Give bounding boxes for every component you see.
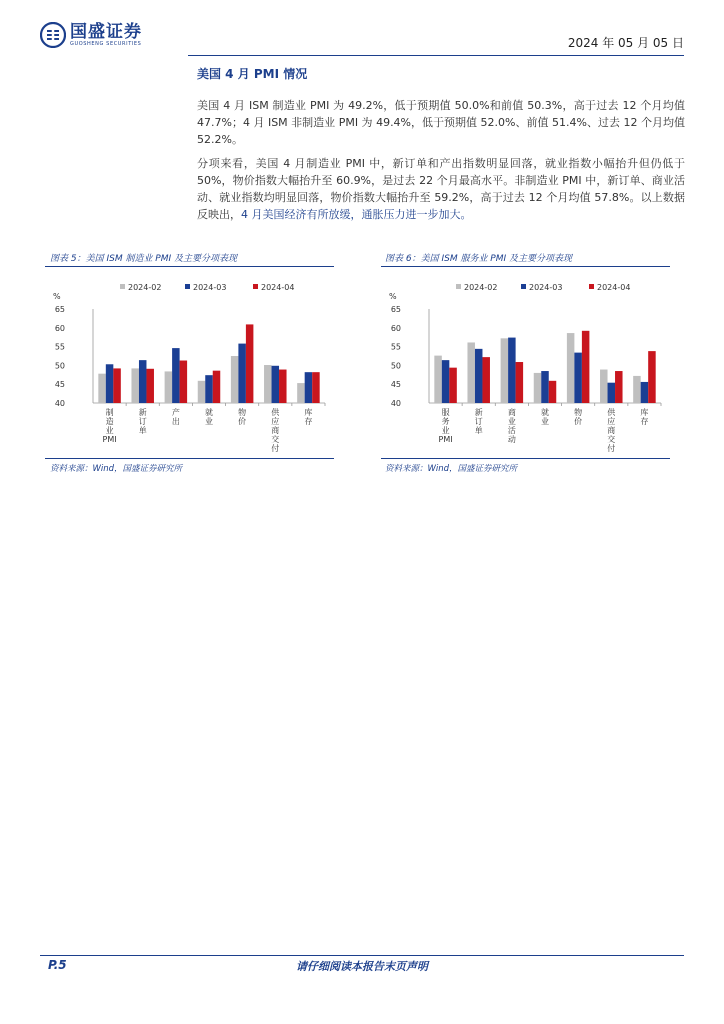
bar-2024-04 bbox=[246, 324, 254, 403]
bar-2024-04 bbox=[279, 370, 287, 403]
legend-swatch bbox=[120, 284, 125, 289]
bar-2024-02 bbox=[467, 342, 475, 403]
figure-6-top-rule bbox=[381, 266, 670, 267]
bar-2024-04 bbox=[582, 331, 590, 403]
x-tick-label: 物价 bbox=[574, 408, 583, 426]
x-tick-label: 就业 bbox=[541, 408, 549, 426]
bar-2024-02 bbox=[165, 371, 173, 403]
bar-2024-02 bbox=[501, 338, 509, 403]
bar-2024-04 bbox=[648, 351, 656, 403]
legend-label: 2024-03 bbox=[529, 283, 563, 292]
legend-label: 2024-02 bbox=[464, 283, 498, 292]
y-tick-label: 60 bbox=[390, 323, 401, 333]
bar-2024-03 bbox=[541, 371, 549, 403]
y-axis-unit: % bbox=[389, 292, 397, 301]
legend-label: 2024-04 bbox=[597, 283, 631, 292]
bar-2024-03 bbox=[442, 360, 449, 403]
x-tick-label: 产出 bbox=[171, 408, 180, 426]
bar-2024-04 bbox=[615, 371, 623, 403]
x-tick-label: 库存 bbox=[640, 408, 649, 426]
y-axis-unit: % bbox=[53, 292, 61, 301]
bar-2024-02 bbox=[567, 333, 575, 403]
y-tick-label: 40 bbox=[54, 399, 65, 408]
bar-2024-03 bbox=[641, 382, 649, 403]
company-logo bbox=[40, 22, 142, 48]
x-tick-label: 就业 bbox=[205, 408, 213, 426]
bar-2024-04 bbox=[113, 368, 121, 403]
bar-2024-04 bbox=[146, 369, 154, 403]
x-tick-label: 物价 bbox=[238, 408, 247, 426]
paragraph-2 bbox=[197, 155, 685, 223]
bar-2024-02 bbox=[198, 381, 206, 403]
figure-5-title: 图表 5：美国 ISM 制造业 PMI 及主要分项表现 bbox=[50, 254, 238, 264]
y-tick-label: 65 bbox=[390, 305, 401, 314]
bar-2024-02 bbox=[600, 370, 608, 403]
x-tick-label: 供应商交付 bbox=[607, 408, 616, 453]
bar-2024-04 bbox=[516, 362, 524, 403]
bar-2024-03 bbox=[172, 348, 180, 403]
y-tick-label: 65 bbox=[54, 305, 65, 314]
bar-2024-02 bbox=[434, 356, 442, 403]
figure-6-chart bbox=[381, 272, 670, 456]
y-tick-label: 40 bbox=[390, 399, 401, 408]
y-tick-label: 45 bbox=[390, 380, 401, 390]
bar-2024-02 bbox=[264, 365, 272, 403]
x-tick-label: 新订单 bbox=[474, 408, 483, 435]
x-tick-label: 服务业 PMI bbox=[438, 408, 453, 444]
legend-swatch bbox=[521, 284, 526, 289]
x-tick-label: 库存 bbox=[304, 408, 313, 426]
page-header bbox=[0, 0, 724, 60]
legend-swatch bbox=[185, 284, 190, 289]
figure-6-bottom-rule bbox=[381, 458, 670, 459]
bar-2024-03 bbox=[608, 383, 616, 403]
figure-5-bottom-rule bbox=[45, 458, 334, 459]
bar-2024-02 bbox=[231, 356, 239, 403]
y-tick-label: 50 bbox=[390, 361, 401, 371]
bar-2024-02 bbox=[131, 368, 139, 403]
legend-swatch bbox=[253, 284, 258, 289]
bar-2024-03 bbox=[272, 366, 280, 403]
bar-2024-02 bbox=[98, 374, 106, 403]
bar-2024-03 bbox=[475, 349, 483, 403]
figure-5-top-rule bbox=[45, 266, 334, 267]
legend-label: 2024-02 bbox=[128, 283, 162, 292]
page-number: P.5 bbox=[48, 958, 67, 972]
legend-swatch bbox=[456, 284, 461, 289]
x-tick-label: 新订单 bbox=[138, 408, 147, 435]
guosheng-logo-icon bbox=[40, 22, 66, 48]
y-tick-label: 45 bbox=[54, 380, 65, 390]
header-divider bbox=[188, 55, 684, 56]
logo-text-en: GUOSHENG SECURITIES bbox=[70, 40, 142, 47]
bar-2024-04 bbox=[449, 368, 457, 403]
figure-6-title: 图表 6：美国 ISM 服务业 PMI 及主要分项表现 bbox=[385, 254, 573, 264]
figure-5-source: 资料来源：Wind，国盛证券研究所 bbox=[50, 464, 183, 474]
bar-2024-02 bbox=[633, 376, 641, 403]
legend-label: 2024-03 bbox=[193, 283, 227, 292]
paragraph-2-text: 分项来看，美国 4 月制造业 PMI 中，新订单和产出指数明显回落，就业指数小幅抬升但仍低于 50%，物价指数大幅抬升至 60.9%，是过去 22 个月最高水平。非制造业 PMI 中，新订单、商业活动、就业指数均明显回落，物价指数大幅抬升至 59.2%，高于过去 12 个月均值 57.8%。以上数据反映出， bbox=[197, 157, 685, 221]
bar-2024-03 bbox=[106, 364, 114, 403]
bar-2024-03 bbox=[238, 344, 246, 403]
paragraph-1: 美国 4 月 ISM 制造业 PMI 为 49.2%，低于预期值 50.0%和前值 50.3%，高于过去 12 个月均值 47.7%；4 月 ISM 非制造业 PMI 为 49.4%，低于预期值 52.0%、前值 51.4%、过去 12 个月均值 52.2%。 bbox=[197, 99, 685, 146]
legend-swatch bbox=[589, 284, 594, 289]
x-tick-label: 制造业 PMI bbox=[102, 408, 117, 444]
bar-2024-04 bbox=[549, 381, 557, 403]
figure-5-chart bbox=[45, 272, 334, 456]
legend-label: 2024-04 bbox=[261, 283, 295, 292]
bar-2024-03 bbox=[508, 338, 516, 403]
bar-2024-04 bbox=[213, 371, 221, 403]
y-tick-label: 55 bbox=[54, 342, 65, 352]
y-tick-label: 60 bbox=[54, 323, 65, 333]
bar-2024-02 bbox=[534, 373, 542, 403]
y-tick-label: 55 bbox=[390, 342, 401, 352]
x-tick-label: 供应商交付 bbox=[271, 408, 280, 453]
bar-2024-04 bbox=[180, 361, 188, 403]
y-tick-label: 50 bbox=[54, 361, 65, 371]
bar-2024-03 bbox=[305, 372, 313, 403]
bar-2024-03 bbox=[205, 375, 213, 403]
footer-divider bbox=[40, 955, 684, 956]
bar-2024-04 bbox=[312, 372, 320, 403]
report-date: 2024 年 05 月 05 日 bbox=[567, 36, 684, 50]
x-tick-label: 商业活动 bbox=[507, 408, 516, 444]
paragraph-2-highlight: 4 月美国经济有所放缓，通胀压力进一步加大。 bbox=[241, 208, 472, 221]
bar-2024-02 bbox=[297, 383, 305, 403]
logo-text-cn: 国盛证券 bbox=[70, 21, 142, 42]
figure-6-source: 资料来源：Wind，国盛证券研究所 bbox=[385, 464, 518, 474]
footer-disclaimer: 请仔细阅读本报告末页声明 bbox=[296, 960, 428, 973]
bar-2024-04 bbox=[482, 357, 490, 403]
section-title: 美国 4 月 PMI 情况 bbox=[197, 67, 308, 81]
bar-2024-03 bbox=[574, 353, 582, 403]
bar-2024-03 bbox=[139, 360, 147, 403]
